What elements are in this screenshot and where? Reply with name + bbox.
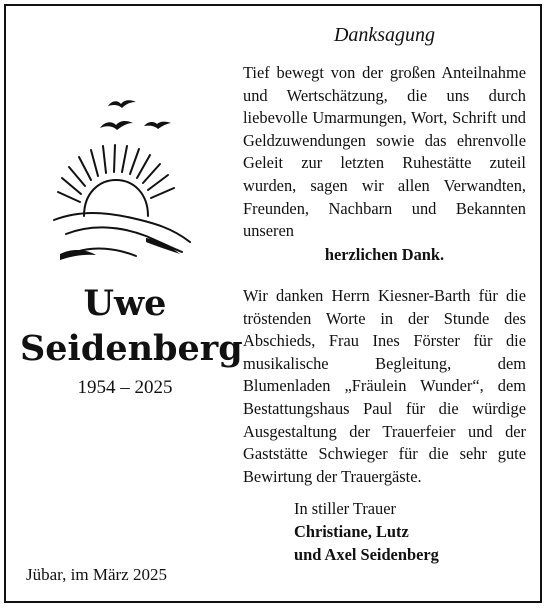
notice-heading: Danksagung <box>333 24 436 46</box>
closing-names-line-2: und Axel Seidenberg <box>294 545 439 564</box>
thanks-line: herzlichen Dank. <box>324 245 445 264</box>
deceased-last-name: Seidenberg <box>20 328 243 369</box>
thanks-paragraph-2: Wir danken Herrn Kiesner-Barth für die tröstenden Worte in der Stunde des Abschieds, Frau Ines Förster für die musikalische Begleitung, dem Blumenladen „Fräulein Wunder“, dem Bestattungshaus Paul für die würdige Ausgestaltung der Trauerfeier und der Gaststätte Schwieger für die sehr gute Bewirtung der Trauergäste. <box>243 286 526 486</box>
closing-intro: In stiller Trauer <box>294 499 396 518</box>
thanks-paragraph-1: Tief bewegt von der großen Anteilnahme und Wertschätzung, die uns durch liebevolle Umarmungen, Wort, Schrift und Geldzuwendungen sowie das ehrenvolle Geleit zur letzten Ruhestätte zuteil wurden, sagen wir allen Verwandten, Freunden, Nachbarn und Bekannten unseren <box>243 63 526 241</box>
closing-block <box>294 497 439 566</box>
closing-names-line-1: Christiane, Lutz <box>294 522 409 541</box>
sunset-birds-icon <box>50 92 200 272</box>
life-years: 1954 – 2025 <box>77 377 173 398</box>
deceased-first-name: Uwe <box>83 283 167 324</box>
place-date: Jübar, im März 2025 <box>26 565 167 584</box>
